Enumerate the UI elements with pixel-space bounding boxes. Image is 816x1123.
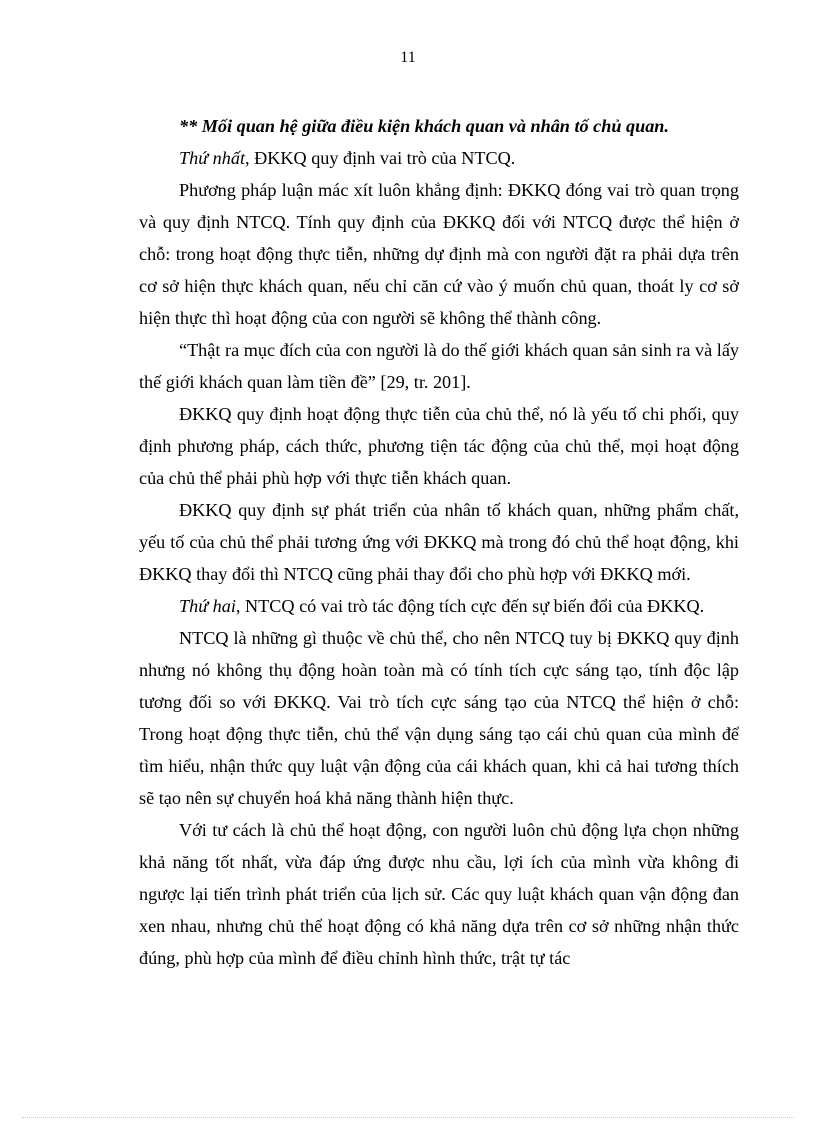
paragraph-3: “Thật ra mục đích của con người là do thế giới khách quan sản sinh ra và lấy thế giới khách quan làm tiền đề” [29, tr. 201]. (139, 340, 739, 392)
paragraph-8: Với tư cách là chủ thể hoạt động, con người luôn chủ động lựa chọn những khả năng tốt nhất, vừa đáp ứng được nhu cầu, lợi ích của mình vừa không đi ngược lại tiến trình phát triển của lịch sử. Các quy luật khách quan vận động đan xen nhau, nhưng chủ thể hoạt động có khả năng dựa trên cơ sở những nhận thức đúng, phù hợp của mình để điều chỉnh hình thức, trật tự tác (139, 820, 739, 968)
paragraph-1 (139, 142, 739, 174)
paragraph-1-lead: Thứ nhất, (179, 148, 250, 168)
paragraph-2: Phương pháp luận mác xít luôn khẳng định: ĐKKQ đóng vai trò quan trọng và quy định NTCQ. Tính quy định của ĐKKQ đối với NTCQ được thể hiện ở chỗ: trong hoạt động thực tiễn, những dự định mà con người đặt ra phải dựa trên cơ sở hiện thực khách quan, nếu chỉ căn cứ vào ý muốn chủ quan, thoát ly cơ sở hiện thực thì hoạt động của con người sẽ không thể thành công. (139, 180, 739, 328)
paragraph-6 (139, 590, 739, 622)
paragraph-4: ĐKKQ quy định hoạt động thực tiễn của chủ thể, nó là yếu tố chi phối, quy định phương pháp, cách thức, phương tiện tác động của chủ thể, mọi hoạt động của chủ thể phải phù hợp với thực tiễn khách quan. (139, 404, 739, 488)
paragraph-7: NTCQ là những gì thuộc về chủ thể, cho nên NTCQ tuy bị ĐKKQ quy định nhưng nó không thụ động hoàn toàn mà có tính tích cực sáng tạo, tính độc lập tương đối so với ĐKKQ. Vai trò tích cực sáng tạo của NTCQ thể hiện ở chỗ: Trong hoạt động thực tiễn, chủ thể vận dụng sáng tạo cái chủ quan của mình để tìm hiểu, nhận thức quy luật vận động của cái khách quan, khi cả hai tương thích sẽ tạo nên sự chuyển hoá khả năng thành hiện thực. (139, 628, 739, 808)
paragraph-6-lead: Thứ hai, (179, 596, 241, 616)
paragraph-1-text: ĐKKQ quy định vai trò của NTCQ. (249, 148, 516, 168)
paragraph-5: ĐKKQ quy định sự phát triển của nhân tố khách quan, những phẩm chất, yếu tố của chủ thể phải tương ứng với ĐKKQ mà trong đó chủ thể hoạt động, khi ĐKKQ thay đổi thì NTCQ cũng phải thay đổi cho phù hợp với ĐKKQ mới. (139, 500, 739, 584)
body-text (139, 110, 739, 974)
paragraph-6-text: NTCQ có vai trò tác động tích cực đến sự biến đổi của ĐKKQ. (240, 596, 705, 616)
page-number: 11 (400, 49, 416, 66)
page-bottom-divider (22, 1117, 794, 1118)
section-heading: ** Mối quan hệ giữa điều kiện khách quan và nhân tố chủ quan. (179, 116, 669, 136)
